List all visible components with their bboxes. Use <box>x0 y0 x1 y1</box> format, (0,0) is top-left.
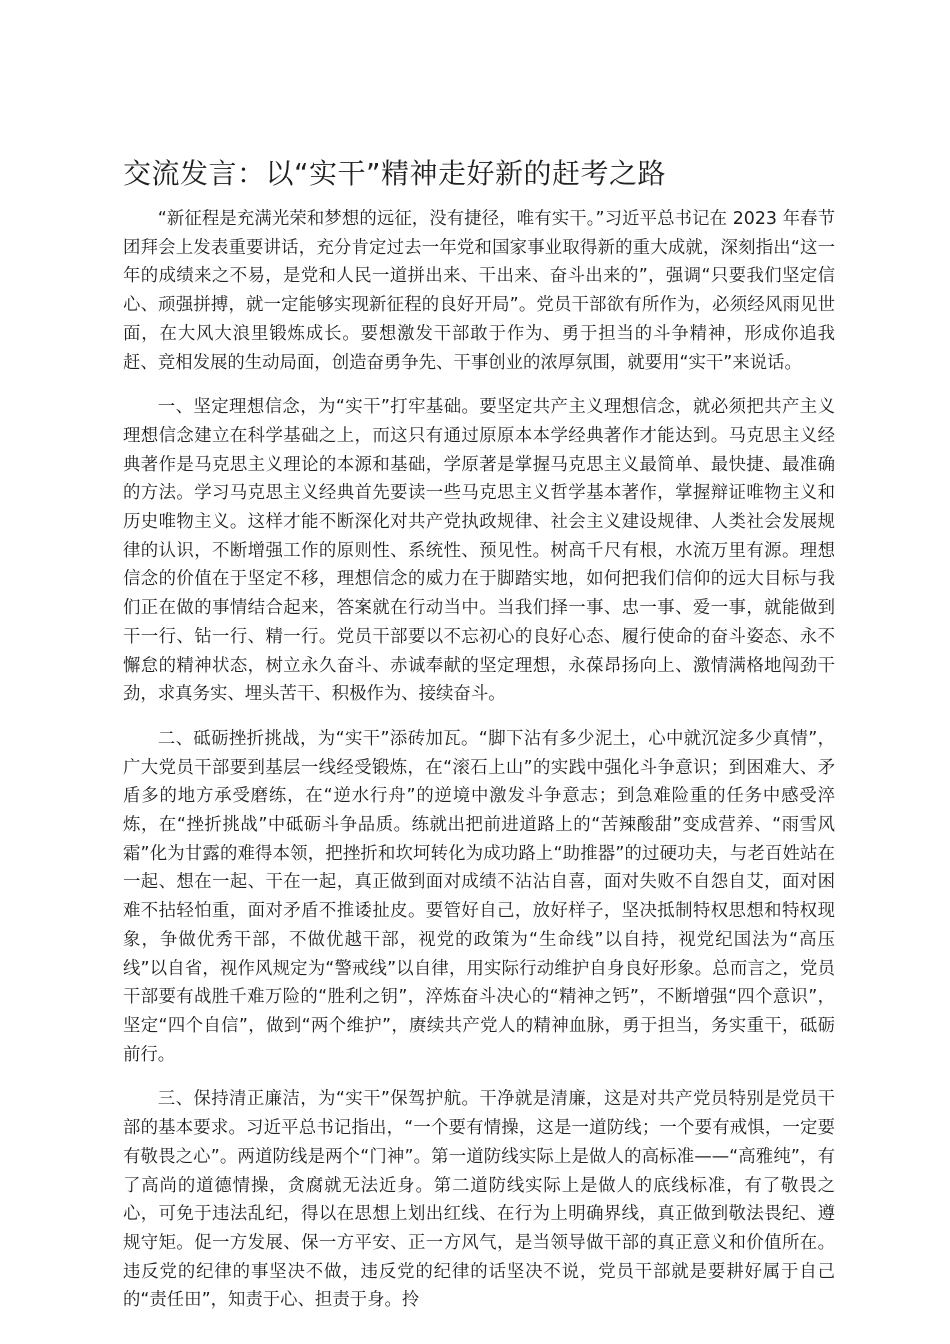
paragraph-section-1: 一、坚定理想信念，为“实干”打牢基础。要坚定共产主义理想信念，就必须把共产主义理想信念建立在科学基础之上，而这只有通过原原本本学经典著作才能达到。马克思主义经典著作是马克思主义理论的本源和基础，学原著是掌握马克思主义最简单、最快捷、最准确的方法。学习马克思主义经典首先要读一些马克思主义哲学基本著作，掌握辩证唯物主义和历史唯物主义。这样才能不断深化对共产党执政规律、社会主义建设规律、人类社会发展规律的认识，不断增强工作的原则性、系统性、预见性。树高千尺有根，水流万里有源。理想信念的价值在于坚定不移，理想信念的威力在于脚踏实地，如何把我们信仰的远大目标与我们正在做的事情结合起来，答案就在行动当中。当我们择一事、忠一事、爱一事，就能做到干一行、钻一行、精一行。党员干部要以不忘初心的良好心态、履行使命的奋斗姿态、永不懈怠的精神状态，树立永久奋斗、赤诚奉献的坚定理想，永葆昂扬向上、激情满格地闯劲干劲，求真务实、埋头苦干、积极作为、接续奋斗。 <box>123 397 835 705</box>
paragraph-intro: “新征程是充满光荣和梦想的远征，没有捷径，唯有实干。”习近平总书记在 2023 年春节团拜会上发表重要讲话，充分肯定过去一年党和国家事业取得新的重大成就，深刻指出“这一年的成绩来之不易，是党和人民一道拼出来、干出来、奋斗出来的”，强调“只要我们坚定信心、顽强拼搏，就一定能够实现新征程的良好开局”。党员干部欲有所作为，必须经风雨见世面，在大风大浪里锻炼成长。要想激发干部敢于作为、勇于担当的斗争精神，形成你追我赶、竞相发展的生动局面，创造奋勇争先、干事创业的浓厚氛围，就要用“实干”来说话。 <box>123 209 835 373</box>
page-title: 交流发言：以“实干”精神走好新的赶考之路 <box>123 157 667 190</box>
document-body <box>123 205 835 1331</box>
paragraph-section-2: 二、砥砺挫折挑战，为“实干”添砖加瓦。“脚下沾有多少泥土，心中就沉淀多少真情”，广大党员干部要到基层一线经受锻炼，在“滚石上山”的实践中强化斗争意识；到困难大、矛盾多的地方承受磨练，在“逆水行舟”的逆境中激发斗争意志；到急难险重的任务中感受淬炼，在“挫折挑战”中砥砺斗争品质。练就出把前进道路上的“苦辣酸甜”变成营养、“雨雪风霜”化为甘露的难得本领，把挫折和坎坷转化为成功路上“助推器”的过硬功夫，与老百姓站在一起、想在一起、干在一起，真正做到面对成绩不沾沾自喜，面对失败不自怨自艾，面对困难不拈轻怕重，面对矛盾不推诿扯皮。要管好自己，放好样子，坚决抵制特权思想和特权现象，争做优秀干部，不做优越干部，视党的政策为“生命线”以自持，视党纪国法为“高压线”以自省，视作风规定为“警戒线”以自律，用实际行动维护自身良好形象。总而言之，党员干部要有战胜千难万险的“胜利之钥”，淬炼奋斗决心的“精神之钙”，不断增强“四个意识”，坚定“四个自信”，做到“两个维护”，赓续共产党人的精神血脉，勇于担当，务实重干，砥砺前行。 <box>123 728 835 1065</box>
paragraph-section-3: 三、保持清正廉洁，为“实干”保驾护航。干净就是清廉，这是对共产党员特别是党员干部的基本要求。习近平总书记指出，“一个要有情操，这是一道防线；一个要有戒惧，一定要有敬畏之心”。两道防线是两个“门神”。第一道防线实际上是做人的高标准——“高雅纯”，有了高尚的道德情操，贪腐就无法近身。第二道防线实际上是做人的底线标准，有了敬畏之心，可免于违法乱纪，得以在思想上划出红线、在行为上明确界线，真正做到敬法畏纪、遵规守矩。促一方发展、保一方平安、正一方风气，是当领导做干部的真正意义和价值所在。违反党的纪律的事坚决不做，违反党的纪律的话坚决不说，党员干部就是要耕好属于自己的“责任田”，知责于心、担责于身。拎 <box>123 1089 835 1311</box>
